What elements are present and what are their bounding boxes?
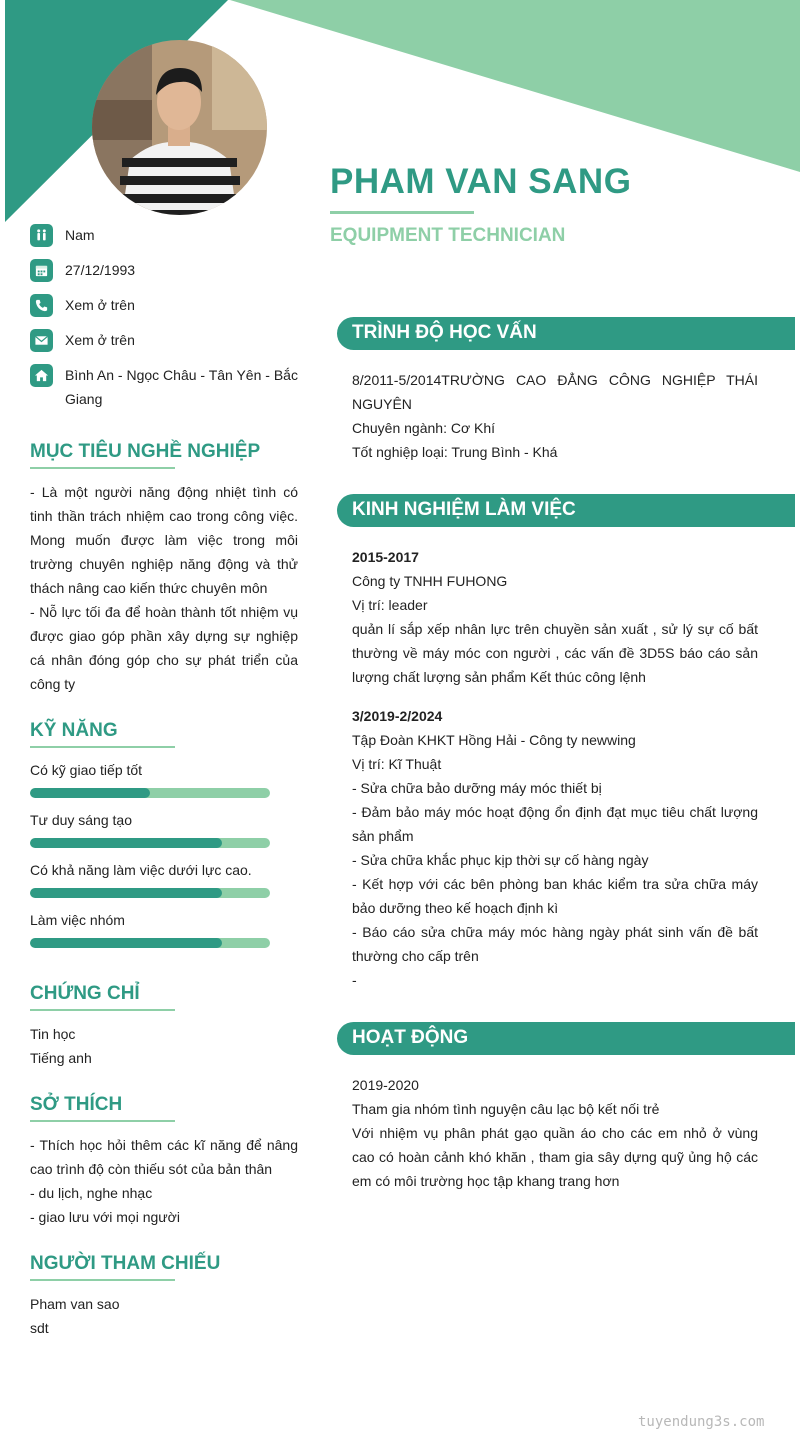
- candidate-name: PHAM VAN SANG: [330, 162, 632, 201]
- activity-line: Tham gia nhóm tình nguyện câu lạc bộ kết nối trẻ: [352, 1101, 660, 1117]
- personal-info: [30, 224, 300, 423]
- experience-job: [352, 704, 758, 992]
- job-position: Vị trí: leader: [352, 597, 428, 613]
- info-gender: [30, 224, 300, 247]
- objective-line: - Là một người năng động nhiệt tình có tinh thần trách nhiệm cao trong công việc. Mong muốn được làm việc trong môi trường chuyên nghiệp năng động và thử thách nâng cao kiến thức chuyên môn: [30, 484, 298, 596]
- certificate-item: Tiếng anh: [30, 1050, 92, 1066]
- job-detail: - Kết hợp với các bên phòng ban khác kiểm tra sửa chữa máy bảo dưỡng theo kế hoạch định kì: [352, 876, 758, 916]
- reference-item: sdt: [30, 1320, 49, 1336]
- skill-fill: [30, 788, 150, 798]
- certificate-item: Tin học: [30, 1026, 76, 1042]
- envelope-icon: [30, 329, 53, 352]
- experience-job: [352, 545, 758, 689]
- experience-header: [337, 494, 795, 527]
- certificates-divider: [30, 1009, 175, 1011]
- gender-text: Nam: [65, 227, 95, 243]
- references-title: NGƯỜI THAM CHIẾU: [30, 1253, 221, 1274]
- job-company: Tập Đoàn KHKT Hồng Hải - Công ty newwing: [352, 732, 636, 748]
- hobbies-text: [30, 1133, 298, 1229]
- job-detail: - Báo cáo sửa chữa máy móc hàng ngày phát sinh vấn đề bất thường cho cấp trên: [352, 924, 758, 964]
- education-header: [337, 317, 795, 350]
- hobby-item: - du lịch, nghe nhạc: [30, 1185, 153, 1201]
- home-icon: [30, 364, 53, 387]
- calendar-icon: [30, 259, 53, 282]
- gender-icon: [30, 224, 53, 247]
- skills-title: KỸ NĂNG: [30, 720, 118, 741]
- skill-label: Tư duy sáng tạo: [30, 812, 132, 828]
- job-title: EQUIPMENT TECHNICIAN: [330, 225, 566, 246]
- info-phone: [30, 294, 300, 317]
- skill-bar: [30, 838, 270, 848]
- objective-divider: [30, 467, 175, 469]
- education-line: Chuyên ngành: Cơ Khí: [352, 420, 496, 436]
- hobbies-title: SỞ THÍCH: [30, 1094, 123, 1115]
- skill-fill: [30, 938, 222, 948]
- job-company: Công ty TNHH FUHONG: [352, 573, 508, 589]
- job-period: 3/2019-2/2024: [352, 708, 443, 724]
- job-detail: -: [352, 972, 357, 988]
- name-divider: [330, 211, 474, 214]
- info-address: [30, 364, 300, 411]
- skill-bar: [30, 888, 270, 898]
- skill-label: Có khả năng làm việc dưới lực cao.: [30, 862, 252, 878]
- education-title: TRÌNH ĐỘ HỌC VẤN: [352, 322, 537, 343]
- activity-line: Với nhiệm vụ phân phát gạo quần áo cho các em nhỏ ở vùng cao có hoàn cảnh khó khăn , tham gia sây dựng quỹ ủng hộ các em có môi trường học tập khang trang hơn: [352, 1125, 758, 1189]
- info-birthday: [30, 259, 300, 282]
- info-email: [30, 329, 300, 352]
- hobby-item: - Thích học hỏi thêm các kĩ năng để nâng cao trình độ còn thiếu sót của bản thân: [30, 1137, 298, 1177]
- objective-text: [30, 480, 298, 696]
- experience-title: KINH NGHIỆM LÀM VIỆC: [352, 499, 576, 520]
- hobby-item: - giao lưu với mọi người: [30, 1209, 180, 1225]
- education-line: Tốt nghiệp loại: Trung Bình - Khá: [352, 444, 558, 460]
- activities-header: [337, 1022, 795, 1055]
- job-detail: quản lí sắp xếp nhân lực trên chuyền sản xuất , sử lý sự cố bất thường về máy móc con người , các vấn đề 3D5S báo cáo sản lượng chất lượng sản phẩm Kết thúc công lệnh: [352, 621, 758, 685]
- skill-bar: [30, 788, 270, 798]
- email-text: Xem ở trên: [65, 332, 135, 348]
- skill-fill: [30, 888, 222, 898]
- reference-item: Pham van sao: [30, 1296, 120, 1312]
- job-detail: - Sửa chữa khắc phục kịp thời sự cố hàng ngày: [352, 852, 649, 868]
- objective-title: MỤC TIÊU NGHỀ NGHIỆP: [30, 441, 261, 462]
- skill-label: Làm việc nhóm: [30, 912, 125, 928]
- job-detail: - Đảm bảo máy móc hoạt động ổn định đạt mục tiêu chất lượng sản phẩm: [352, 804, 758, 844]
- activity-period: 2019-2020: [352, 1077, 419, 1093]
- phone-icon: [30, 294, 53, 317]
- references-divider: [30, 1279, 175, 1281]
- certificates-text: [30, 1022, 298, 1070]
- birthday-text: 27/12/1993: [65, 262, 136, 278]
- references-text: [30, 1292, 298, 1340]
- profile-photo: [92, 40, 267, 215]
- skill-label: Có kỹ giao tiếp tốt: [30, 762, 143, 778]
- objective-line: - Nỗ lực tối đa để hoàn thành tốt nhiệm vụ được giao góp phần xây dựng sự nghiệp cá nhân đóng góp cho sự phát triển của công ty: [30, 604, 298, 692]
- phone-text: Xem ở trên: [65, 297, 135, 313]
- activities-title: HOẠT ĐỘNG: [352, 1027, 469, 1048]
- skill-bar: [30, 938, 270, 948]
- job-detail: - Sửa chữa bảo dưỡng máy móc thiết bị: [352, 780, 602, 796]
- education-line: 8/2011-5/2014TRƯỜNG CAO ĐẲNG CÔNG NGHIỆP THÁI NGUYÊN: [352, 372, 758, 412]
- job-position: Vị trí: Kĩ Thuật: [352, 756, 442, 772]
- watermark: tuyendung3s.com: [638, 1414, 765, 1430]
- skills-divider: [30, 746, 175, 748]
- skill-fill: [30, 838, 222, 848]
- activities-text: [352, 1073, 758, 1193]
- job-period: 2015-2017: [352, 549, 419, 565]
- certificates-title: CHỨNG CHỈ: [30, 983, 140, 1004]
- hobbies-divider: [30, 1120, 175, 1122]
- education-text: [352, 368, 758, 464]
- address-text: Bình An - Ngọc Châu - Tân Yên - Bắc Giang: [65, 367, 298, 407]
